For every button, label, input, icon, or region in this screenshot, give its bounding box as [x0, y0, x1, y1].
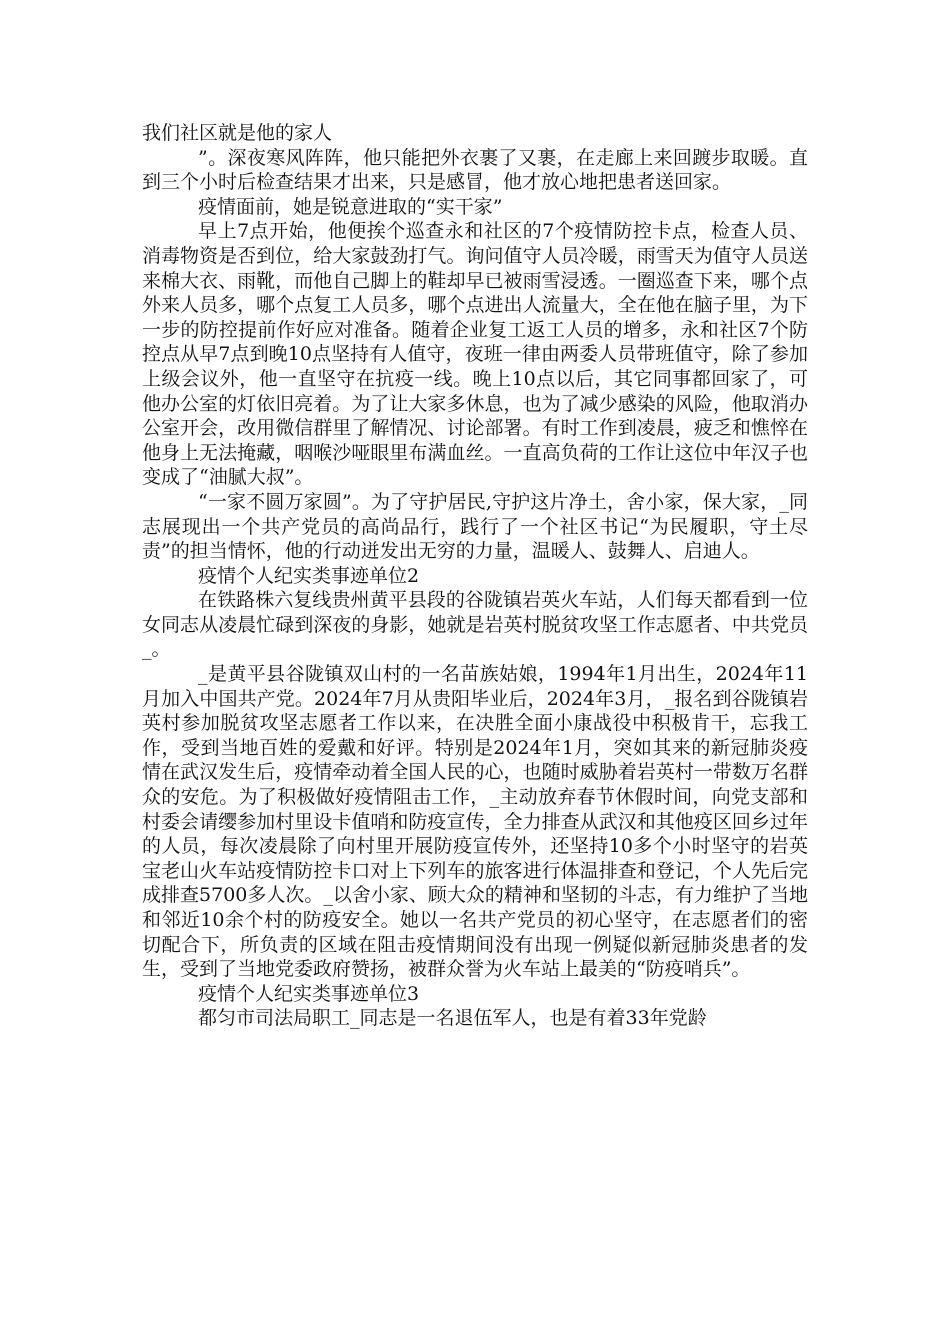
document-body	[142, 121, 808, 1031]
section-heading-doer: 疫情面前，她是锐意进取的“实干家”	[198, 195, 503, 218]
section-heading-unit-2: 疫情个人纪实类事迹单位2	[198, 564, 420, 587]
paragraph-railway-station: 在铁路株六复线贵州黄平县段的谷陇镇岩英火车站，人们每天都看到一位女同志从凌晨忙碌到深夜的身影，她就是岩英村脱贫攻坚工作志愿者、中共党员_。	[142, 589, 808, 661]
paragraph-continuation-heading: 我们社区就是他的家人	[142, 122, 333, 144]
paragraph-family: “一家不圆万家圆”。为了守护居民,守护这片净土，舍小家，保大家，_同志展现出一个共产党员的高尚品行，践行了一个社区书记“为民履职，守土尽责”的担当情怀，他的行动迸发出无穷的力量，温暖人、鼓舞人、启迪人。	[142, 490, 808, 563]
paragraph-night-check: ”。深夜寒风阵阵，他只能把外衣裹了又裹，在走廊上来回踱步取暖。直到三个小时后检查结果才出来，只是感冒，他才放心地把患者送回家。	[142, 146, 808, 194]
section-heading-unit-3: 疫情个人纪实类事迹单位3	[198, 982, 420, 1005]
paragraph-patrol: 早上7点开始，他便挨个巡查永和社区的7个疫情防控卡点，检查人员、消毒物资是否到位，给大家鼓劲打气。询问值守人员冷暖，雨雪天为值守人员送来棉大衣、雨靴，而他自己脚上的鞋却早已被雨雪浸透。一圈巡查下来，哪个点外来人员多，哪个点复工人员多，哪个点进出人流量大，全在他在脑子里，为下一步的防控提前作好应对准备。随着企业复工返工人员的增多，永和社区7个防控点从早7点到晚10点坚持有人值守，夜班一律由两委人员带班值守，除了参加上级会议外，他一直坚守在抗疫一线。晚上10点以后，其它同事都回家了，可他办公室的灯依旧亮着。为了让大家多休息，也为了减少感染的风险，他取消办公室开会，改用微信群里了解情况、讨论部署。有时工作到凌晨，疲乏和憔悴在他身上无法掩藏，咽喉沙哑眼里布满血丝。一直高负荷的工作让这位中年汉子也变成了“油腻大叔”。	[142, 220, 808, 489]
paragraph-justice-bureau: 都匀市司法局职工_同志是一名退伍军人，也是有着33年党龄	[198, 1007, 707, 1030]
paragraph-volunteer-story: _是黄平县谷陇镇双山村的一名苗族姑娘，1994年1月出生，2024年11月加入中国共产党。2024年7月从贵阳毕业后，2024年3月，_报名到谷陇镇岩英村参加脱贫攻坚志愿者工作以来，在决胜全面小康战役中积极肯干，忘我工作，受到当地百姓的爱戴和好评。特别是2024年1月，突如其来的新冠肺炎疫情在武汉发生后，疫情牵动着全国人民的心，也随时威胁着岩英村一带数万名群众的安危。为了积极做好疫情阻击工作，_主动放弃春节休假时间，向党支部和村委会请缨参加村里设卡值哨和防疫宣传，全力排查从武汉和其他疫区回乡过年的人员，每次凌晨除了向村里开展防疫宣传外，还坚持10多个小时坚守的岩英宝老山火车站疫情防控卡口对上下列车的旅客进行体温排查和登记，个人先后完成排查5700多人次。_以舍小家、顾大众的精神和坚韧的斗志，有力维护了当地和邻近10余个村的防疫安全。她以一名共产党员的初心坚守，在志愿者们的密切配合下，所负责的区域在阻击疫情期间没有出现一例疑似新冠肺炎患者的发生，受到了当地党委政府赞扬，被群众誉为火车站上最美的“防疫哨兵”。	[142, 663, 808, 981]
